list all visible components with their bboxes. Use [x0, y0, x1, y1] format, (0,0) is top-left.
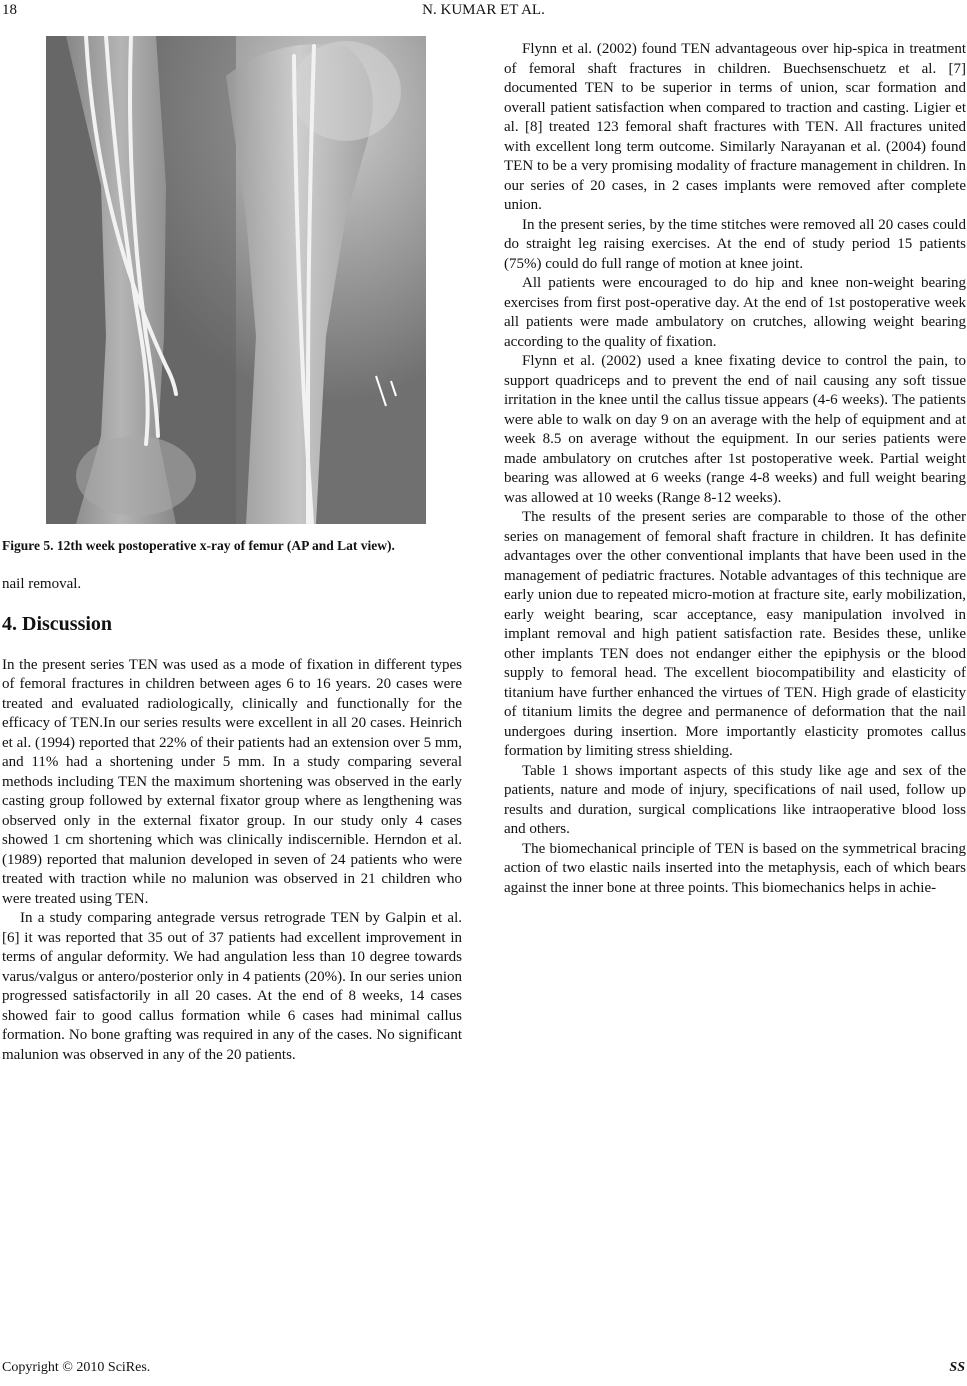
xray-image	[46, 36, 426, 524]
section-heading: 4. Discussion	[2, 612, 113, 635]
figure-caption-text: Figure 5. 12th week postoperative x-ray of femur (AP and Lat view).	[2, 538, 395, 553]
left-paragraph-2: In a study comparing antegrade versus retrograde TEN by Galpin et al. [6] it was reported that 35 out of 37 patients had excellent improvement in terms of angular deformity. We had angulation less than 10 degree towards varus/valgus or antero/posterior only in 4 patients (20%). In our series union progressed satisfactorily in all 20 cases. At the end of 8 weeks, 14 cases showed fair to good callus formation while 6 cases had minimal callus formation. No bone grafting was required in any of the cases. No significant malunion was observed in any of the 20 patients.	[2, 910, 462, 1063]
text-fragment: nail removal.	[2, 576, 82, 592]
right-column	[504, 40, 966, 898]
left-column	[2, 36, 462, 1065]
right-paragraph-3: All patients were encouraged to do hip and knee non-weight bearing exercises from first post-operative day. At the end of 1st postoperative week all patients were made ambulatory on crutches, allowing weight bearing according to the quality of fixation.	[504, 275, 966, 350]
page-footer	[0, 1360, 967, 1384]
figure-caption	[2, 536, 462, 555]
copyright-notice: Copyright © 2010 SciRes.	[2, 1360, 151, 1375]
right-paragraph-5: The results of the present series are comparable to those of the other series on management of femoral shaft fracture in children. It has definite advantages over the other conventional implants that have been used in the management of pediatric fractures. Notable advantages of this technique are early union due to repeated micro-motion at fracture site, early mobilization, early weight bearing, scar acceptance, easy manipulation involved in implant removal and high patient satisfaction rate. Besides these, unlike other implants TEN does not endanger either the epiphysis or the blood supply to femoral head. The excellent biocompatibility and elasticity of titanium have further enhanced the virtues of TEN. High grade of elasticity of titanium limits the degree and permanence of deformation that the nail undergoes during insertion. More importantly elasticity promotes callus formation by limiting stress shielding.	[504, 509, 966, 759]
running-head: N. KUMAR ET AL.	[422, 2, 545, 18]
right-paragraph-7: The biomechanical principle of TEN is based on the symmetrical bracing action of two elastic nails inserted into the metaphysis, each of which bears against the inner bone at three points. This biomechanics helps in achie-	[504, 840, 966, 896]
journal-abbrev: SS	[949, 1360, 965, 1375]
right-paragraph-2: In the present series, by the time stitches were removed all 20 cases could do straight leg raising exercises. At the end of study period 15 patients (75%) could do full range of motion at knee joint.	[504, 216, 966, 272]
page-header	[0, 0, 967, 24]
right-paragraph-4: Flynn et al. (2002) used a knee fixating device to control the pain, to support quadriceps and to prevent the end of nail causing any soft tissue irritation in the knee until the callus tissue appears (4-6 weeks). The patients were able to walk on day 9 on an average with the help of equipment and at week 8.5 on average without the equipment. In our series patients were made ambulatory on crutches after 1st postoperative week. Partial weight bearing was allowed at 6 weeks (range 4-8 weeks) and full weight bearing was allowed at 10 weeks (Range 8-12 weeks).	[504, 353, 966, 506]
page-number: 18	[2, 2, 17, 18]
right-paragraph-6: Table 1 shows important aspects of this study like age and sex of the patients, nature and mode of injury, specifications of nail used, follow up results and duration, surgical complications like intraoperative blood loss and others.	[504, 762, 966, 837]
xray-figure	[46, 36, 426, 524]
right-paragraph-1: Flynn et al. (2002) found TEN advantageous over hip-spica in treatment of femoral shaft fractures in children. Buechsenschuetz et al. [7] documented TEN to be superior in terms of union, scar formation and overall patient satisfaction when compared to traction and casting. Ligier et al. [8] treated 123 femoral shaft fractures with TEN. All fractures united with excellent long term outcome. Similarly Narayanan et al. (2004) found TEN to be a very promising modality of fracture management in children. In our series of 20 cases, in 2 cases implants were removed after complete union.	[504, 41, 966, 213]
left-paragraph-1: In the present series TEN was used as a mode of fixation in different types of femoral fractures in children between ages 6 to 16 years. 20 cases were treated and evaluated radiologically, clinically and functionally for the efficacy of TEN.In our series results were excellent in all 20 cases. Heinrich et al. (1994) reported that 22% of their patients had an extension over 5 mm, and 11% had a shortening under 5 mm. In a study comparing several methods including TEN the maximum shortening was observed in the early casting group followed by external fixator group where as lengthening was observed only in the external fixator group. In our study only 4 cases showed 1 cm shortening which was clinically indiscernible. Herndon et al. (1989) reported that malunion developed in seven of 24 patients who were treated with traction while no malunion was observed in 21 children who were treated using TEN.	[2, 656, 462, 907]
